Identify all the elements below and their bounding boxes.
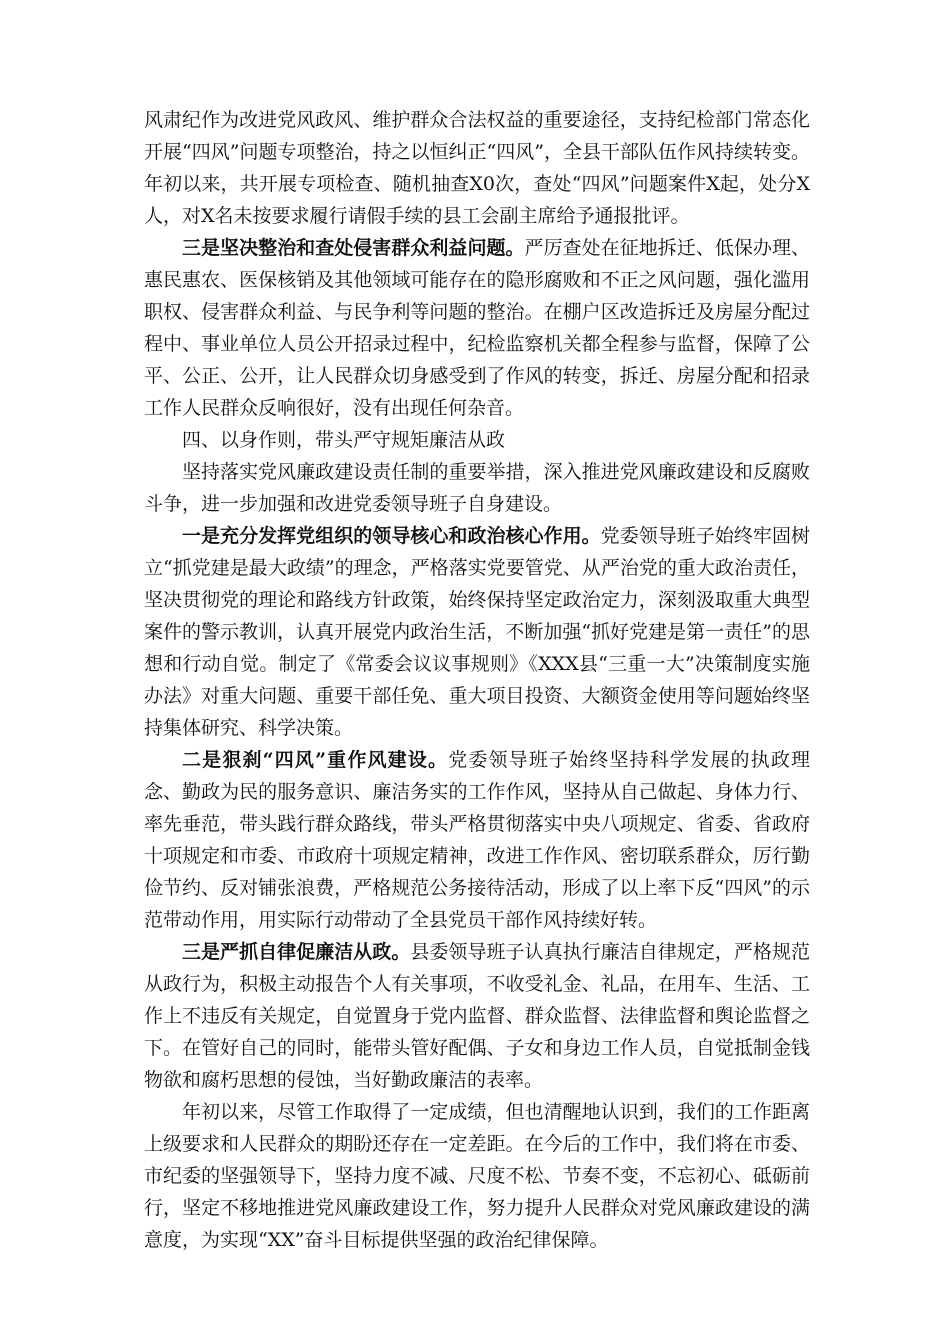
item-heading: 三是严抓自律促廉洁从政。 — [182, 941, 411, 963]
item-text: 县委领导班子认真执行廉洁自律规定，严格规范从政行为，积极主动报告个人有关事项，不收受礼金、礼品，在用车、生活、工作上不违反有关规定，自觉置身于党内监督、群众监督、法律监督和舆论监督之下。在管好自己的同时，能带头管好配偶、子女和身边工作人员，自觉抵制金钱物欲和腐朽思想的侵蚀，当好勤政廉洁的表率。 — [144, 941, 810, 1091]
section-heading-4: 四、以身作则，带头严守规矩廉洁从政 — [182, 429, 506, 451]
paragraph-item-3 — [144, 232, 810, 424]
paragraph-conclusion: 年初以来，尽管工作取得了一定成绩，但也清醒地认识到，我们的工作距离上级要求和人民群众的期盼还存在一定差距。在今后的工作中，我们将在市委、市纪委的坚强领导下，坚持力度不减、尺度不松、节奏不变，不忘初心、砥砺前行，坚定不移地推进党风廉政建设工作，努力提升人民群众对党风廉政建设的满意度，为实现“XX”奋斗目标提供坚强的政治纪律保障。 — [144, 1101, 810, 1251]
paragraph-item-2 — [144, 744, 810, 936]
item-text: 严厉查处在征地拆迁、低保办理、惠民惠农、医保核销及其他领域可能存在的隐形腐败和不正之风问题，强化滥用职权、侵害群众利益、与民争利等问题的整治。在棚户区改造拆迁及房屋分配过程中、事业单位人员公开招录过程中，纪检监察机关都全程参与监督，保障了公平、公正、公开，让人民群众切身感受到了作风的转变，拆迁、房屋分配和招录工作人民群众反响很好，没有出现任何杂音。 — [144, 237, 810, 419]
item-heading: 一是充分发挥党组织的领导核心和政治核心作用。 — [182, 525, 601, 547]
item-text: 党委领导班子始终牢固树立“抓党建是最大政绩”的理念，严格落实党要管党、从严治党的重大政治责任，坚决贯彻党的理论和路线方针政策，始终保持坚定政治定力，深刻汲取重大典型案件的警示教训，认真开展党内政治生活，不断加强“抓好党建是第一责任”的思想和行动自觉。制定了《常委会议议事规则》《XXX县“三重一大”决策制度实施办法》对重大问题、重要干部任免、重大项目投资、大额资金使用等问题始终坚持集体研究、科学决策。 — [144, 525, 810, 739]
document-body — [144, 104, 810, 1256]
paragraph-continuation: 风肃纪作为改进党风政风、维护群众合法权益的重要途径，支持纪检部门常态化开展“四风”问题专项整治，持之以恒纠正“四风”，全县干部队伍作风持续转变。年初以来，共开展专项检查、随机抽查X0次，查处“四风”问题案件X起，处分X人，对X名未按要求履行请假手续的县工会副主席给予通报批评。 — [144, 109, 810, 227]
paragraph-item-3b — [144, 936, 810, 1096]
paragraph-intro: 坚持落实党风廉政建设责任制的重要举措，深入推进党风廉政建设和反腐败斗争，进一步加强和改进党委领导班子自身建设。 — [144, 461, 810, 515]
item-heading: 三是坚决整治和查处侵害群众利益问题。 — [182, 237, 525, 259]
item-text: 党委领导班子始终坚持科学发展的执政理念、勤政为民的服务意识、廉洁务实的工作作风，坚持从自己做起、身体力行、率先垂范，带头践行群众路线，带头严格贯彻落实中央八项规定、省委、省政府十项规定和市委、市政府十项规定精神，改进工作作风、密切联系群众，厉行勤俭节约、反对铺张浪费，严格规范公务接待活动，形成了以上率下反“四风”的示范带动作用，用实际行动带动了全县党员干部作风持续好转。 — [144, 749, 810, 931]
item-heading: 二是狠刹“四风”重作风建设。 — [182, 749, 449, 771]
paragraph-item-1 — [144, 520, 810, 744]
